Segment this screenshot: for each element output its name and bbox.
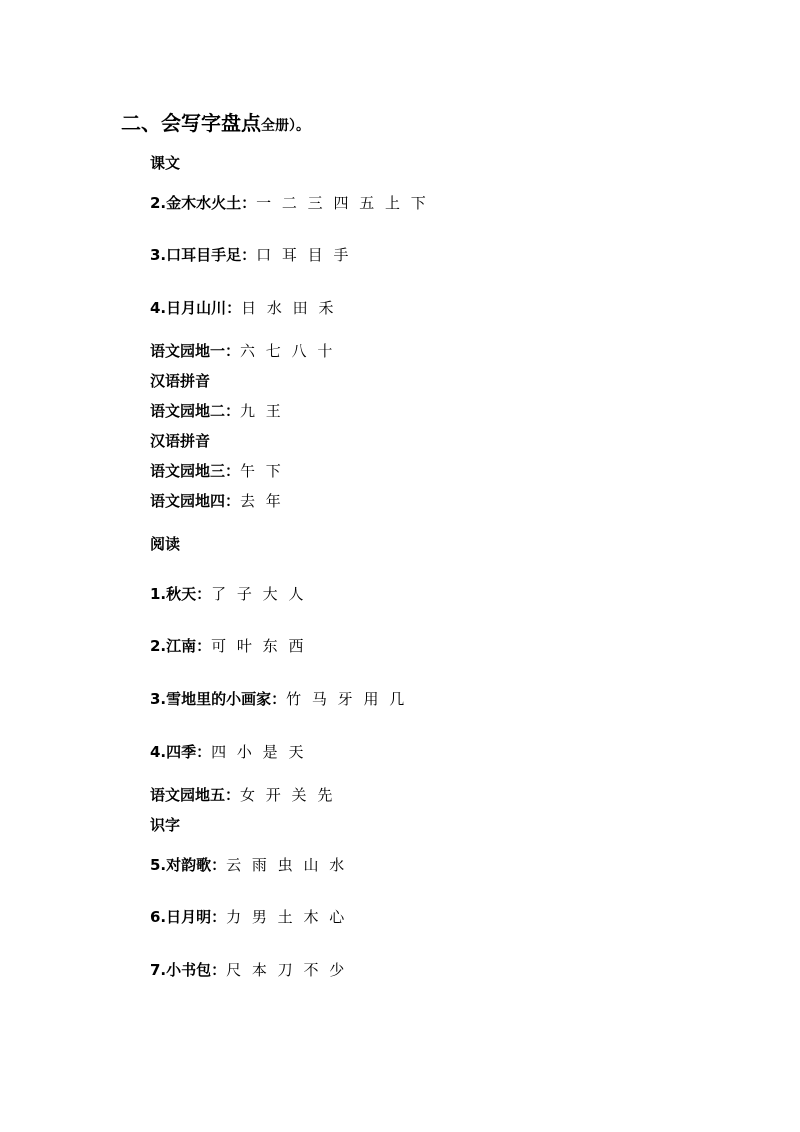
row-chars: 午 下 [240, 462, 281, 480]
row-yuwenyuandi-2 [150, 401, 281, 421]
row-label: 4.四季： [150, 743, 212, 761]
row-yuwenyuandi-4 [150, 491, 281, 511]
row-label: 2.江南： [150, 637, 212, 655]
row-chars: 了 子 大 人 [211, 585, 304, 603]
row-chars: 六 七 八 十 [240, 342, 333, 360]
row-chars: 可 叶 东 西 [211, 637, 304, 655]
row-riyueshanchuan [150, 298, 333, 318]
row-label: 7.小书包： [150, 961, 227, 979]
row-yuwenyuandi-1 [150, 341, 332, 361]
row-xiaoshubao [150, 960, 344, 980]
row-chars: 云 雨 虫 山 水 [226, 856, 345, 874]
row-label: 3.雪地里的小画家： [150, 690, 287, 708]
section-shizi: 识字 [150, 816, 181, 834]
row-label: 4.日月山川： [150, 299, 242, 317]
row-siji [150, 742, 303, 762]
row-chars: 力 男 土 木 心 [226, 908, 345, 926]
row-chars: 女 开 关 先 [240, 786, 333, 804]
section-kewen: 课文 [150, 154, 181, 172]
section-hanyupinyin-1: 汉语拼音 [150, 372, 211, 390]
section-yuedu: 阅读 [150, 535, 181, 553]
section-hanyupinyin-2: 汉语拼音 [150, 432, 211, 450]
page-title [121, 107, 310, 136]
row-xuedili [150, 689, 404, 709]
title-suffix: 全册）。 [261, 118, 310, 134]
row-label: 6.日月明： [150, 908, 227, 926]
row-chars: 日 水 田 禾 [241, 299, 334, 317]
row-kouermushouzu [150, 245, 348, 265]
row-chars: 尺 本 刀 不 少 [226, 961, 345, 979]
row-yuwenyuandi-3 [150, 461, 281, 481]
row-chars: 四 小 是 天 [211, 743, 304, 761]
row-chars: 九 王 [240, 402, 281, 420]
row-label: 语文园地二： [150, 402, 241, 420]
row-jiangnan [150, 636, 303, 656]
row-qiutian [150, 584, 303, 604]
row-chars: 去 年 [240, 492, 281, 510]
row-label: 语文园地一： [150, 342, 241, 360]
row-chars: 竹 马 牙 用 几 [286, 690, 405, 708]
row-duiyunge [150, 855, 344, 875]
row-jinmushuihuotu [150, 193, 426, 213]
row-label: 5.对韵歌： [150, 856, 227, 874]
title-main: 二、会写字盘点 [121, 111, 261, 135]
row-label: 2.金木水火土： [150, 194, 257, 212]
row-label: 语文园地三： [150, 462, 241, 480]
row-label: 语文园地四： [150, 492, 241, 510]
row-chars: 一 二 三 四 五 上 下 [256, 194, 426, 212]
row-riyueming [150, 907, 344, 927]
row-label: 3.口耳目手足： [150, 246, 257, 264]
row-chars: 口 耳 目 手 [256, 246, 349, 264]
row-yuwenyuandi-5 [150, 785, 332, 805]
row-label: 1.秋天： [150, 585, 212, 603]
row-label: 语文园地五： [150, 786, 241, 804]
